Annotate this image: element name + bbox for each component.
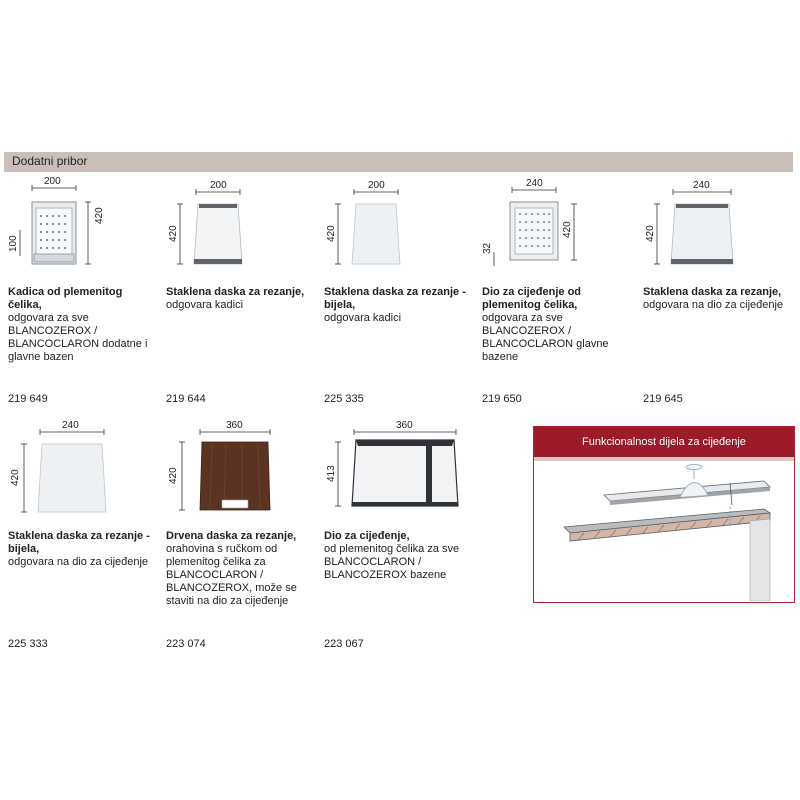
dim-width: 200: [44, 176, 61, 187]
dim-width: 360: [226, 420, 243, 431]
product-desc: odgovara za sve BLANCOZEROX / BLANCOCLARON glavne bazene: [482, 312, 609, 363]
dim-width: 240: [526, 178, 543, 189]
product-desc: odgovara kadici: [166, 299, 244, 311]
product-title: Dio za cijeđenje od plemenitog čelika,: [482, 286, 582, 311]
product-code: 219 645: [643, 393, 683, 405]
product-code: 223 074: [166, 638, 206, 650]
product-code: 219 650: [482, 393, 522, 405]
product-description: [324, 530, 474, 582]
product-description: [166, 286, 316, 312]
steel-basket-image: [8, 180, 158, 280]
product-card: [166, 180, 316, 410]
dim-depth: 100: [8, 235, 19, 252]
product-card: [482, 180, 632, 410]
product-title: Staklena daska za rezanje,: [166, 286, 305, 298]
wooden-board-image: [166, 420, 316, 520]
glass-board-dark-image: [643, 180, 793, 280]
product-description: [643, 286, 793, 312]
product-card: [8, 420, 158, 650]
drainer-illustration: [534, 461, 794, 601]
product-title: Staklena daska za rezanje - bijela,: [324, 286, 466, 311]
dim-length: 420: [168, 467, 179, 484]
glass-board-white-image: [324, 180, 474, 280]
product-title: Kadica od plemenitog čelika,: [8, 286, 123, 311]
product-title: Drvena daska za rezanje,: [166, 530, 297, 542]
product-card: [324, 180, 474, 410]
product-card: [8, 176, 158, 410]
product-card: [324, 420, 474, 650]
product-code: 219 644: [166, 393, 206, 405]
product-desc: odgovara za sve BLANCOZEROX / BLANCOCLARON dodatne i glavne bazen: [8, 312, 148, 363]
product-description: [324, 286, 474, 325]
section-header: [4, 152, 793, 172]
dim-width: 200: [210, 180, 227, 191]
product-desc: od plemenitog čelika za sve BLANCOCLARON / BLANCOZEROX bazene: [324, 543, 460, 581]
product-code: 219 649: [8, 393, 48, 405]
panel-header: [534, 427, 794, 457]
product-description: [8, 286, 158, 364]
product-description: [8, 530, 158, 569]
dim-length: 420: [326, 225, 337, 242]
product-desc: odgovara na dio za cijeđenje: [643, 299, 784, 311]
product-desc: odgovara kadici: [324, 312, 402, 324]
steel-drainer-tray-image: [324, 420, 474, 520]
panel-title: Funkcionalnost dijela za cijeđenje: [582, 436, 746, 448]
dim-width: 240: [693, 180, 710, 191]
product-title: Staklena daska za rezanje - bijela,: [8, 530, 150, 555]
dim-width: 360: [396, 420, 413, 431]
dim-length: 420: [10, 469, 21, 486]
product-desc: odgovara na dio za cijeđenje: [8, 556, 149, 568]
dim-length: 420: [94, 207, 105, 224]
product-card: [643, 180, 793, 410]
product-title: Staklena daska za rezanje,: [643, 286, 782, 298]
product-code: 225 335: [324, 393, 364, 405]
glass-board-dark-image: [166, 180, 316, 280]
product-title: Dio za cijeđenje,: [324, 530, 410, 542]
section-title: Dodatni pribor: [12, 154, 88, 168]
product-description: [482, 286, 632, 364]
glass-board-white-image: [8, 420, 158, 520]
dim-length: 413: [326, 465, 337, 482]
steel-drainer-image: [482, 180, 632, 280]
product-card: [166, 420, 316, 650]
product-desc: orahovina s ručkom od plemenitog čelika za BLANCOCLARON / BLANCOZEROX, može se staviti na dio za cijeđenje: [166, 543, 297, 607]
dim-width: 240: [62, 420, 79, 431]
dim-length: 420: [168, 225, 179, 242]
dim-length: 420: [645, 225, 656, 242]
dim-length: 420: [562, 221, 573, 238]
dim-depth: 32: [482, 242, 493, 254]
drainer-function-panel: [533, 426, 795, 603]
product-description: [166, 530, 316, 608]
product-code: 223 067: [324, 638, 364, 650]
product-code: 225 333: [8, 638, 48, 650]
dim-width: 200: [368, 180, 385, 191]
